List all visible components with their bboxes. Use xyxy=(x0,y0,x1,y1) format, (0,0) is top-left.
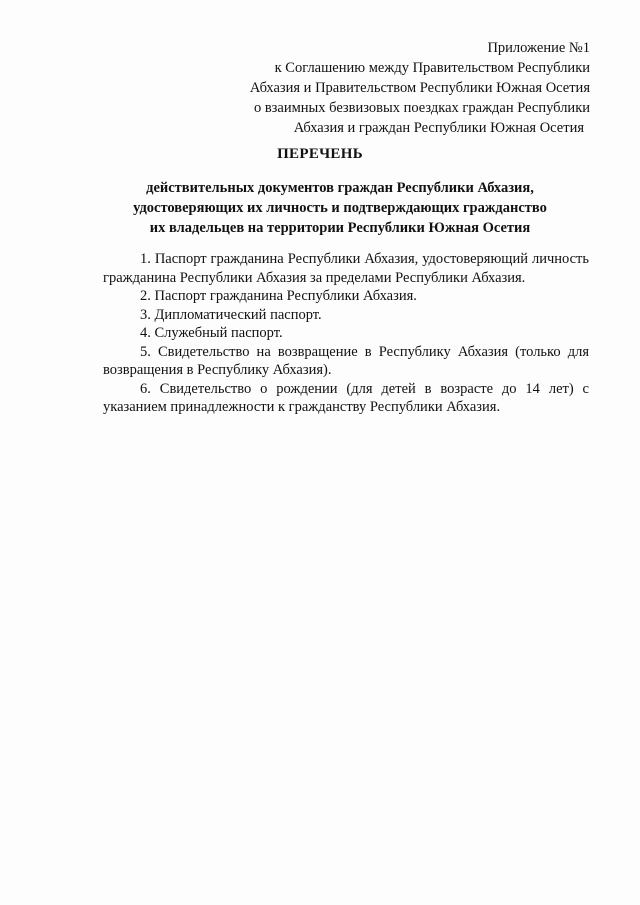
list-item: 1. Паспорт гражданина Республики Абхазия, удостоверяющий личность гражданина Республики Абхазия за пределами Республики Абхазия. xyxy=(103,251,589,286)
subtitle-line: их владельцев на территории Республики Южная Осетия xyxy=(149,220,531,236)
list-item: 2. Паспорт гражданина Республики Абхазия. xyxy=(140,288,417,304)
list-item: 6. Свидетельство о рождении (для детей в возрасте до 14 лет) с указанием принадлежности к гражданству Республики Абхазия. xyxy=(103,380,589,415)
list-item: 3. Дипломатический паспорт. xyxy=(140,306,322,323)
document-title: ПЕРЕЧЕНЬ xyxy=(277,146,363,162)
subtitle-line: действительных документов граждан Республики Абхазия, xyxy=(146,180,534,196)
document-list xyxy=(103,250,589,417)
list-item: 4. Служебный паспорт. xyxy=(140,325,283,341)
appendix-line: о взаимных безвизовых поездках граждан Республики xyxy=(253,100,590,116)
appendix-header xyxy=(170,38,590,138)
list-item: 5. Свидетельство на возвращение в Республику Абхазия (только для возвращения в Республику Абхазия). xyxy=(103,343,589,378)
document-subtitle xyxy=(120,178,560,238)
appendix-line: Абхазия и Правительством Республики Южная Осетия xyxy=(249,80,590,96)
appendix-line: к Соглашению между Правительством Республики xyxy=(274,60,590,76)
appendix-line: Абхазия и граждан Республики Южная Осетия xyxy=(293,120,584,136)
subtitle-line: удостоверяющих их личность и подтверждающих гражданство xyxy=(133,200,547,216)
appendix-number: Приложение №1 xyxy=(487,40,590,56)
